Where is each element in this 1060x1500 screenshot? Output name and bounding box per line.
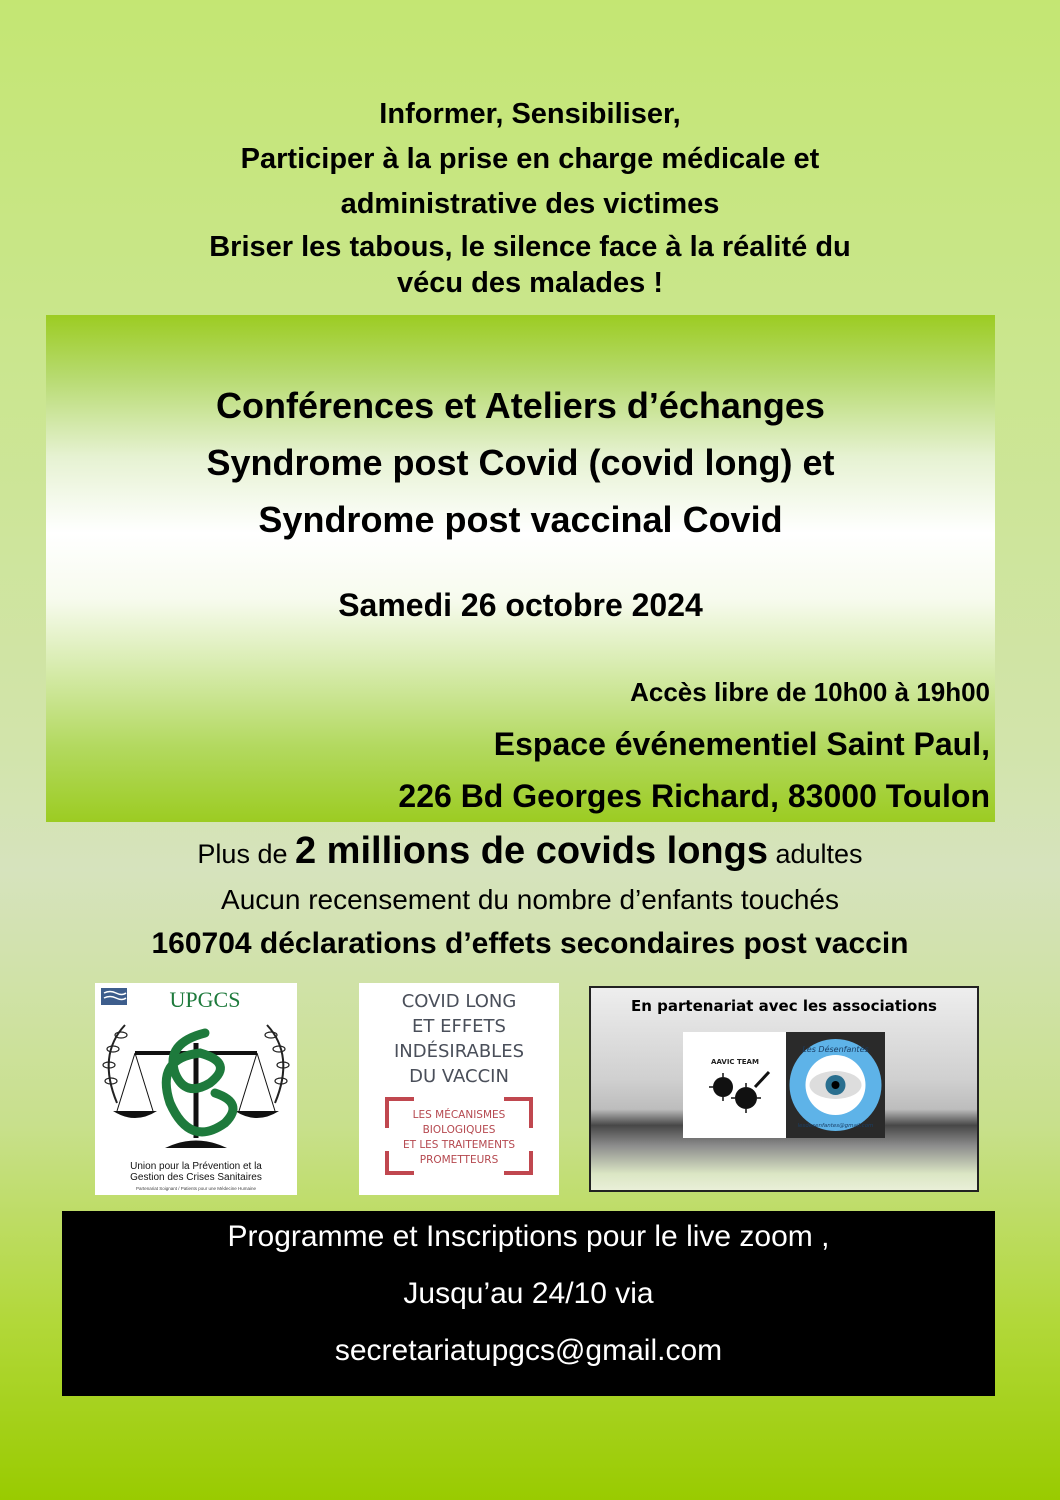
stat-suffix: adultes	[767, 839, 863, 869]
stat-prefix: Plus de	[197, 839, 295, 869]
event-title	[46, 377, 995, 548]
intro-line: Briser les tabous, le silence face à la réalité du	[209, 231, 851, 263]
stats-block	[0, 828, 1060, 965]
partners-heading: En partenariat avec les associations	[631, 997, 937, 1015]
svg-text:DU VACCIN: DU VACCIN	[409, 1066, 509, 1087]
les-desenfantes-logo	[786, 1032, 885, 1138]
svg-text:LES MÉCANISMES: LES MÉCANISMES	[412, 1109, 506, 1121]
event-access-hours: Accès libre de 10h00 à 19h00	[630, 677, 990, 707]
stat-long-covid	[0, 828, 1060, 877]
event-date: Samedi 26 octobre 2024	[338, 587, 703, 623]
intro-block	[0, 92, 1060, 301]
svg-text:lesdesenfantes@gmail.com: lesdesenfantes@gmail.com	[797, 1123, 874, 1129]
event-panel	[46, 315, 995, 822]
svg-text:Gestion des Crises Sanitaires: Gestion des Crises Sanitaires	[130, 1172, 262, 1183]
svg-text:UPGCS: UPGCS	[169, 987, 241, 1012]
upgcs-logo	[95, 983, 297, 1195]
aavic-virus-icon	[683, 1032, 786, 1138]
svg-text:AAVIC TEAM: AAVIC TEAM	[711, 1058, 759, 1066]
event-title-line: Syndrome post vaccinal Covid	[258, 499, 783, 540]
registration-box	[62, 1211, 995, 1396]
svg-text:Les Désenfantés: Les Désenfantés	[802, 1045, 869, 1054]
svg-text:ET LES TRAITEMENTS: ET LES TRAITEMENTS	[402, 1139, 516, 1151]
venue-address: 226 Bd Georges Richard, 83000 Toulon	[398, 778, 990, 814]
intro-line: vécu des malades !	[397, 267, 663, 299]
svg-text:BIOLOGIQUES: BIOLOGIQUES	[422, 1124, 496, 1136]
event-venue	[398, 718, 990, 822]
intro-line: Informer, Sensibiliser,	[379, 98, 681, 130]
book-cover	[359, 983, 559, 1195]
registration-email-link[interactable]: secretariatupgcs@gmail.com	[334, 1334, 723, 1367]
svg-text:COVID LONG: COVID LONG	[401, 991, 517, 1012]
svg-text:ET EFFETS: ET EFFETS	[412, 1016, 506, 1037]
svg-text:Partenariat Soignant / Patient: Partenariat Soignant / Patients pour une Médecine Humaine	[135, 1186, 257, 1191]
registration-deadline: Jusqu’au 24/10 via	[403, 1277, 654, 1310]
intro-line: administrative des victimes	[340, 188, 720, 220]
intro-line: Participer à la prise en charge médicale et	[240, 143, 820, 175]
svg-text:Union pour la Prévention et la: Union pour la Prévention et la	[130, 1161, 262, 1172]
stat-highlight: 2 millions de covids longs	[294, 830, 768, 872]
aavic-team-logo	[683, 1032, 786, 1138]
partners-panel	[589, 986, 979, 1192]
event-title-line: Syndrome post Covid (covid long) et	[206, 442, 835, 483]
svg-text:INDÉSIRABLES: INDÉSIRABLES	[393, 1041, 525, 1062]
crying-eye-icon	[786, 1032, 885, 1138]
stat-declarations: 160704 déclarations d’effets secondaires post vaccin	[151, 927, 909, 960]
stat-children: Aucun recensement du nombre d’enfants touchés	[221, 884, 839, 915]
book-cover-icon	[359, 983, 559, 1195]
event-title-line: Conférences et Ateliers d’échanges	[216, 385, 825, 426]
venue-name: Espace événementiel Saint Paul,	[493, 726, 990, 762]
svg-text:PROMETTEURS: PROMETTEURS	[419, 1154, 499, 1166]
upgcs-emblem-icon	[95, 983, 297, 1195]
registration-line: Programme et Inscriptions pour le live zoom ,	[227, 1220, 830, 1253]
